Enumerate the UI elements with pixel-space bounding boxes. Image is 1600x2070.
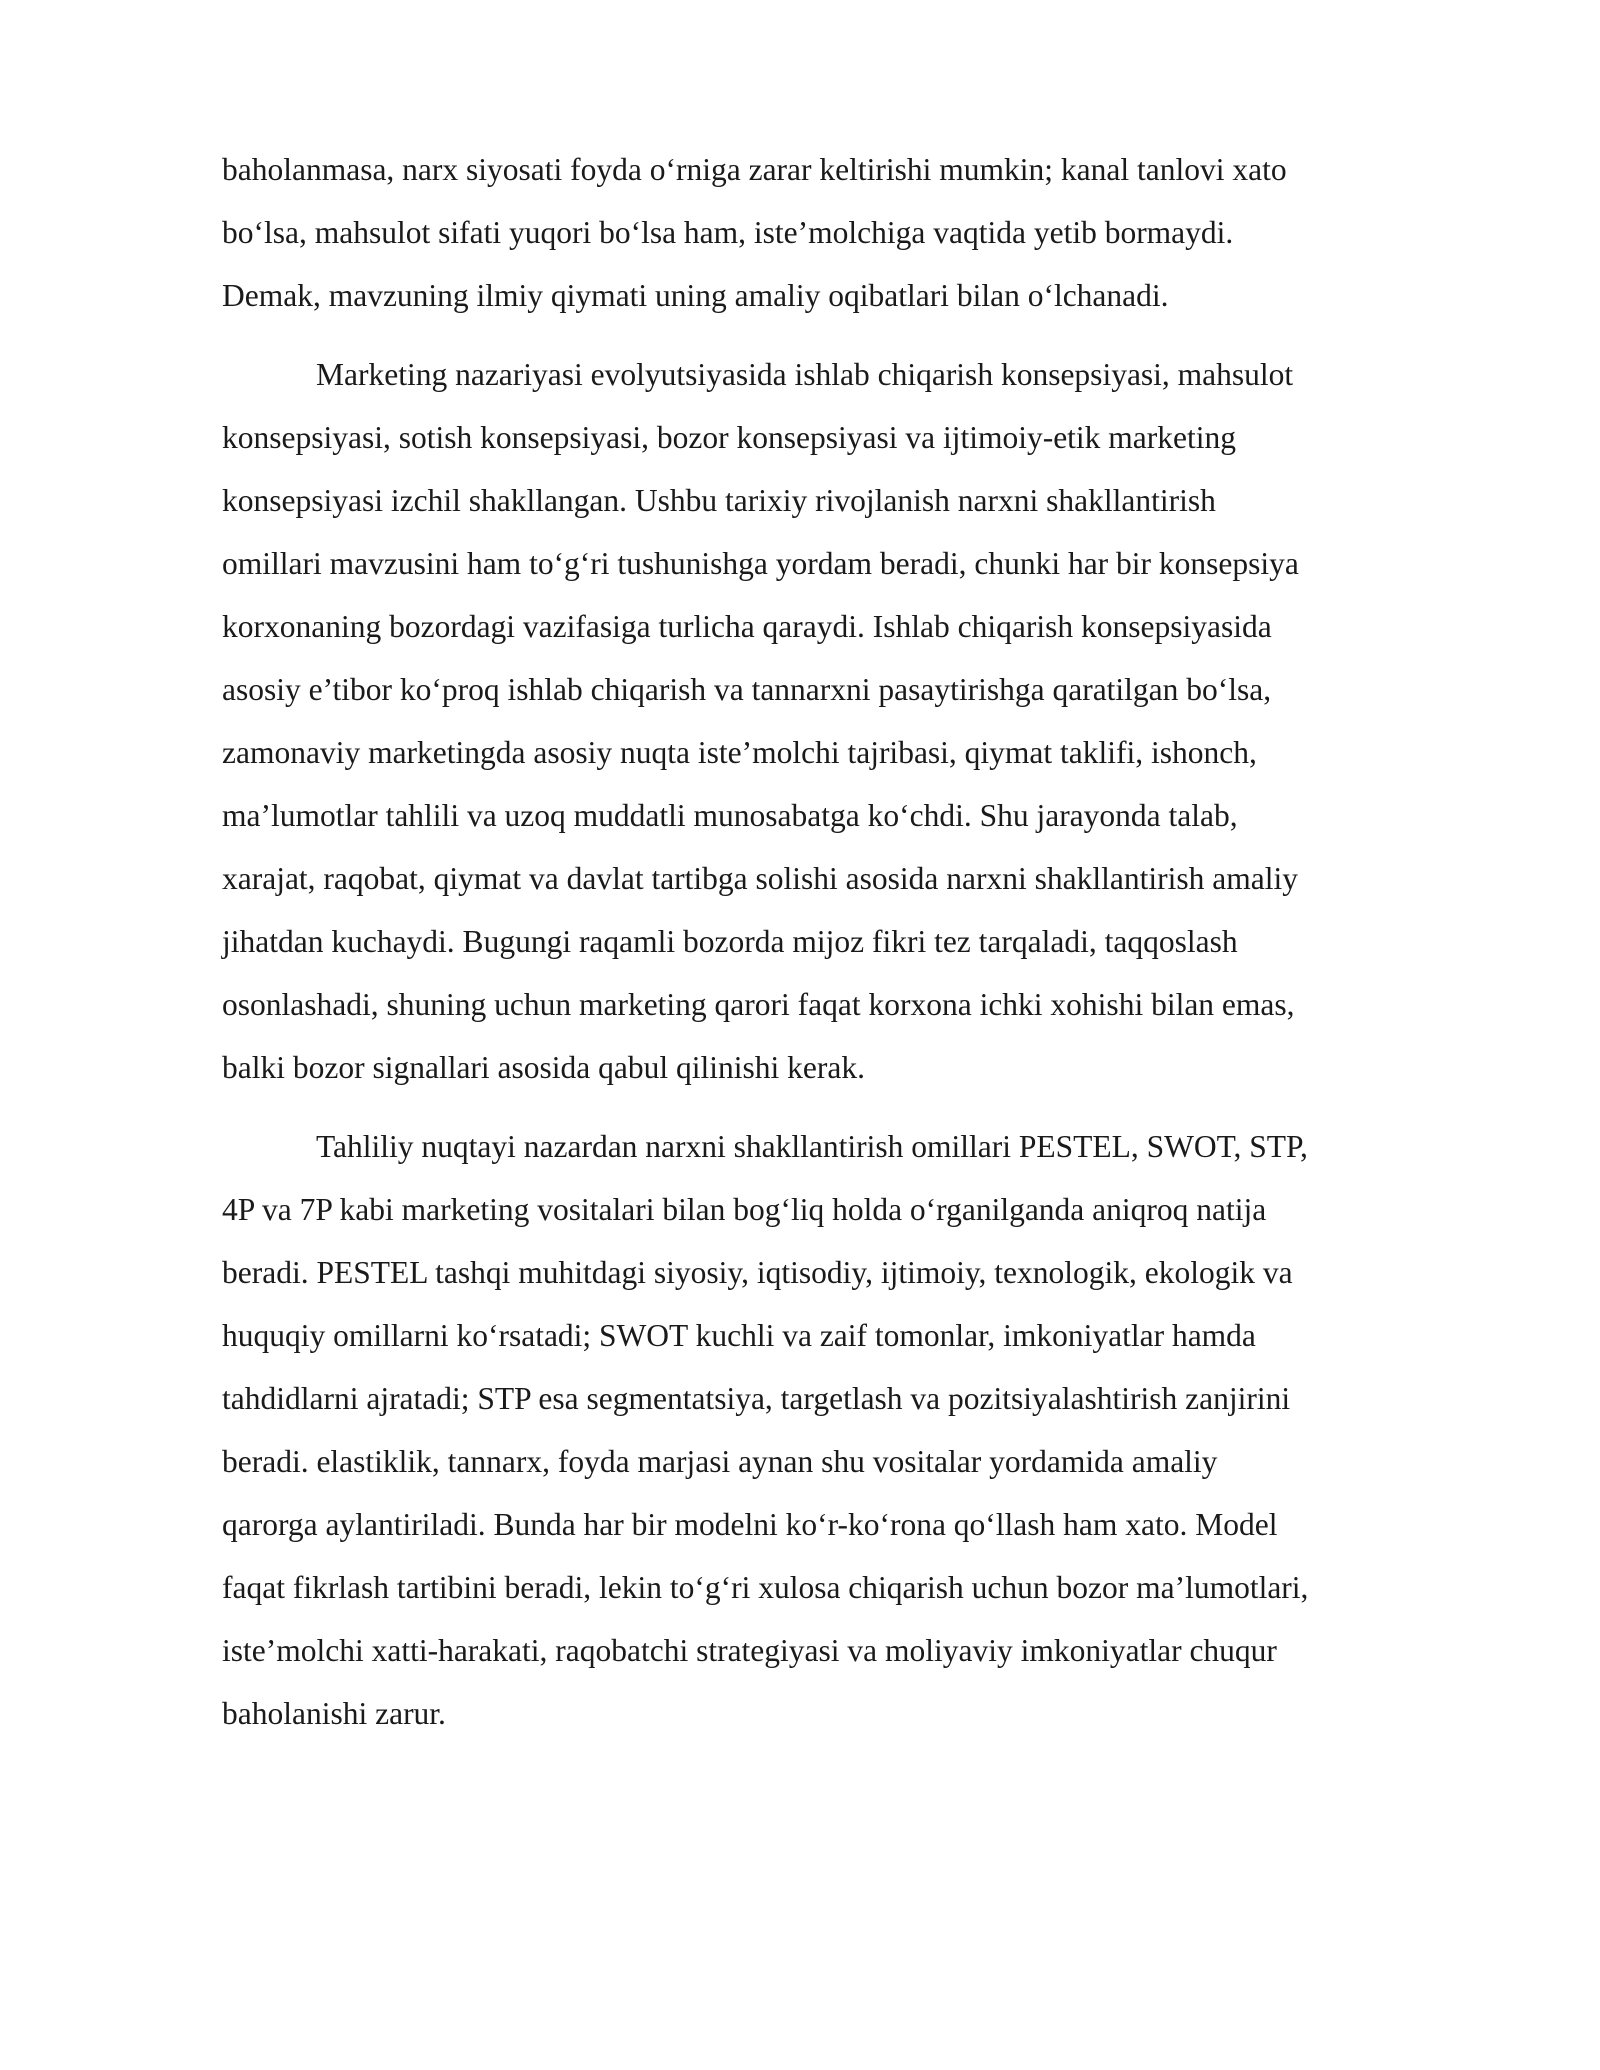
- text-line: bo‘lsa, mahsulot sifati yuqori bo‘lsa ham, iste’molchiga vaqtida yetib bormaydi.: [222, 215, 1234, 250]
- text-line: faqat fikrlash tartibini beradi, lekin to‘g‘ri xulosa chiqarish uchun bozor ma’lumotlari,: [222, 1570, 1309, 1605]
- text-line: Demak, mavzuning ilmiy qiymati uning amaliy oqibatlari bilan o‘lchanadi.: [222, 278, 1169, 313]
- text-line: tahdidlarni ajratadi; STP esa segmentatsiya, targetlash va pozitsiyalashtirish zanjirini: [222, 1381, 1291, 1416]
- text-line: Tahliliy nuqtayi nazardan narxni shakllantirish omillari PESTEL, SWOT, STP,: [316, 1129, 1308, 1164]
- text-line: konsepsiyasi izchil shakllangan. Ushbu tarixiy rivojlanish narxni shakllantirish: [222, 483, 1216, 518]
- text-line: baholanishi zarur.: [222, 1696, 446, 1731]
- text-line: beradi. PESTEL tashqi muhitdagi siyosiy, iqtisodiy, ijtimoiy, texnologik, ekologik va: [222, 1255, 1293, 1290]
- paragraph-2: [222, 343, 1490, 1099]
- text-line: 4P va 7P kabi marketing vositalari bilan bog‘liq holda o‘rganilganda aniqroq natija: [222, 1192, 1267, 1227]
- text-line: osonlashadi, shuning uchun marketing qarori faqat korxona ichki xohishi bilan emas,: [222, 987, 1295, 1022]
- text-line: baholanmasa, narx siyosati foyda o‘rniga zarar keltirishi mumkin; kanal tanlovi xato: [222, 152, 1287, 187]
- text-line: omillari mavzusini ham to‘g‘ri tushunishga yordam beradi, chunki har bir konsepsiya: [222, 546, 1299, 581]
- text-line: korxonaning bozordagi vazifasiga turlicha qaraydi. Ishlab chiqarish konsepsiyasida: [222, 609, 1272, 644]
- paragraph-1: [222, 138, 1490, 327]
- text-line: xarajat, raqobat, qiymat va davlat tartibga solishi asosida narxni shakllantirish amaliy: [222, 861, 1298, 896]
- body-text: [222, 138, 1490, 1761]
- text-line: beradi. elastiklik, tannarx, foyda marjasi aynan shu vositalar yordamida amaliy: [222, 1444, 1218, 1479]
- text-line: iste’molchi xatti-harakati, raqobatchi strategiyasi va moliyaviy imkoniyatlar chuqur: [222, 1633, 1277, 1668]
- text-line: ma’lumotlar tahlili va uzoq muddatli munosabatga ko‘chdi. Shu jarayonda talab,: [222, 798, 1238, 833]
- text-line: balki bozor signallari asosida qabul qilinishi kerak.: [222, 1050, 865, 1085]
- text-line: asosiy e’tibor ko‘proq ishlab chiqarish va tannarxni pasaytirishga qaratilgan bo‘lsa,: [222, 672, 1272, 707]
- text-line: huquqiy omillarni ko‘rsatadi; SWOT kuchli va zaif tomonlar, imkoniyatlar hamda: [222, 1318, 1256, 1353]
- text-line: konsepsiyasi, sotish konsepsiyasi, bozor konsepsiyasi va ijtimoiy-etik marketing: [222, 420, 1237, 455]
- text-line: qarorga aylantiriladi. Bunda har bir modelni ko‘r-ko‘rona qo‘llash ham xato. Model: [222, 1507, 1278, 1542]
- paragraph-3: [222, 1115, 1490, 1745]
- text-line: zamonaviy marketingda asosiy nuqta iste’molchi tajribasi, qiymat taklifi, ishonch,: [222, 735, 1257, 770]
- text-line: Marketing nazariyasi evolyutsiyasida ishlab chiqarish konsepsiyasi, mahsulot: [316, 357, 1294, 392]
- text-line: jihatdan kuchaydi. Bugungi raqamli bozorda mijoz fikri tez tarqaladi, taqqoslash: [222, 924, 1238, 959]
